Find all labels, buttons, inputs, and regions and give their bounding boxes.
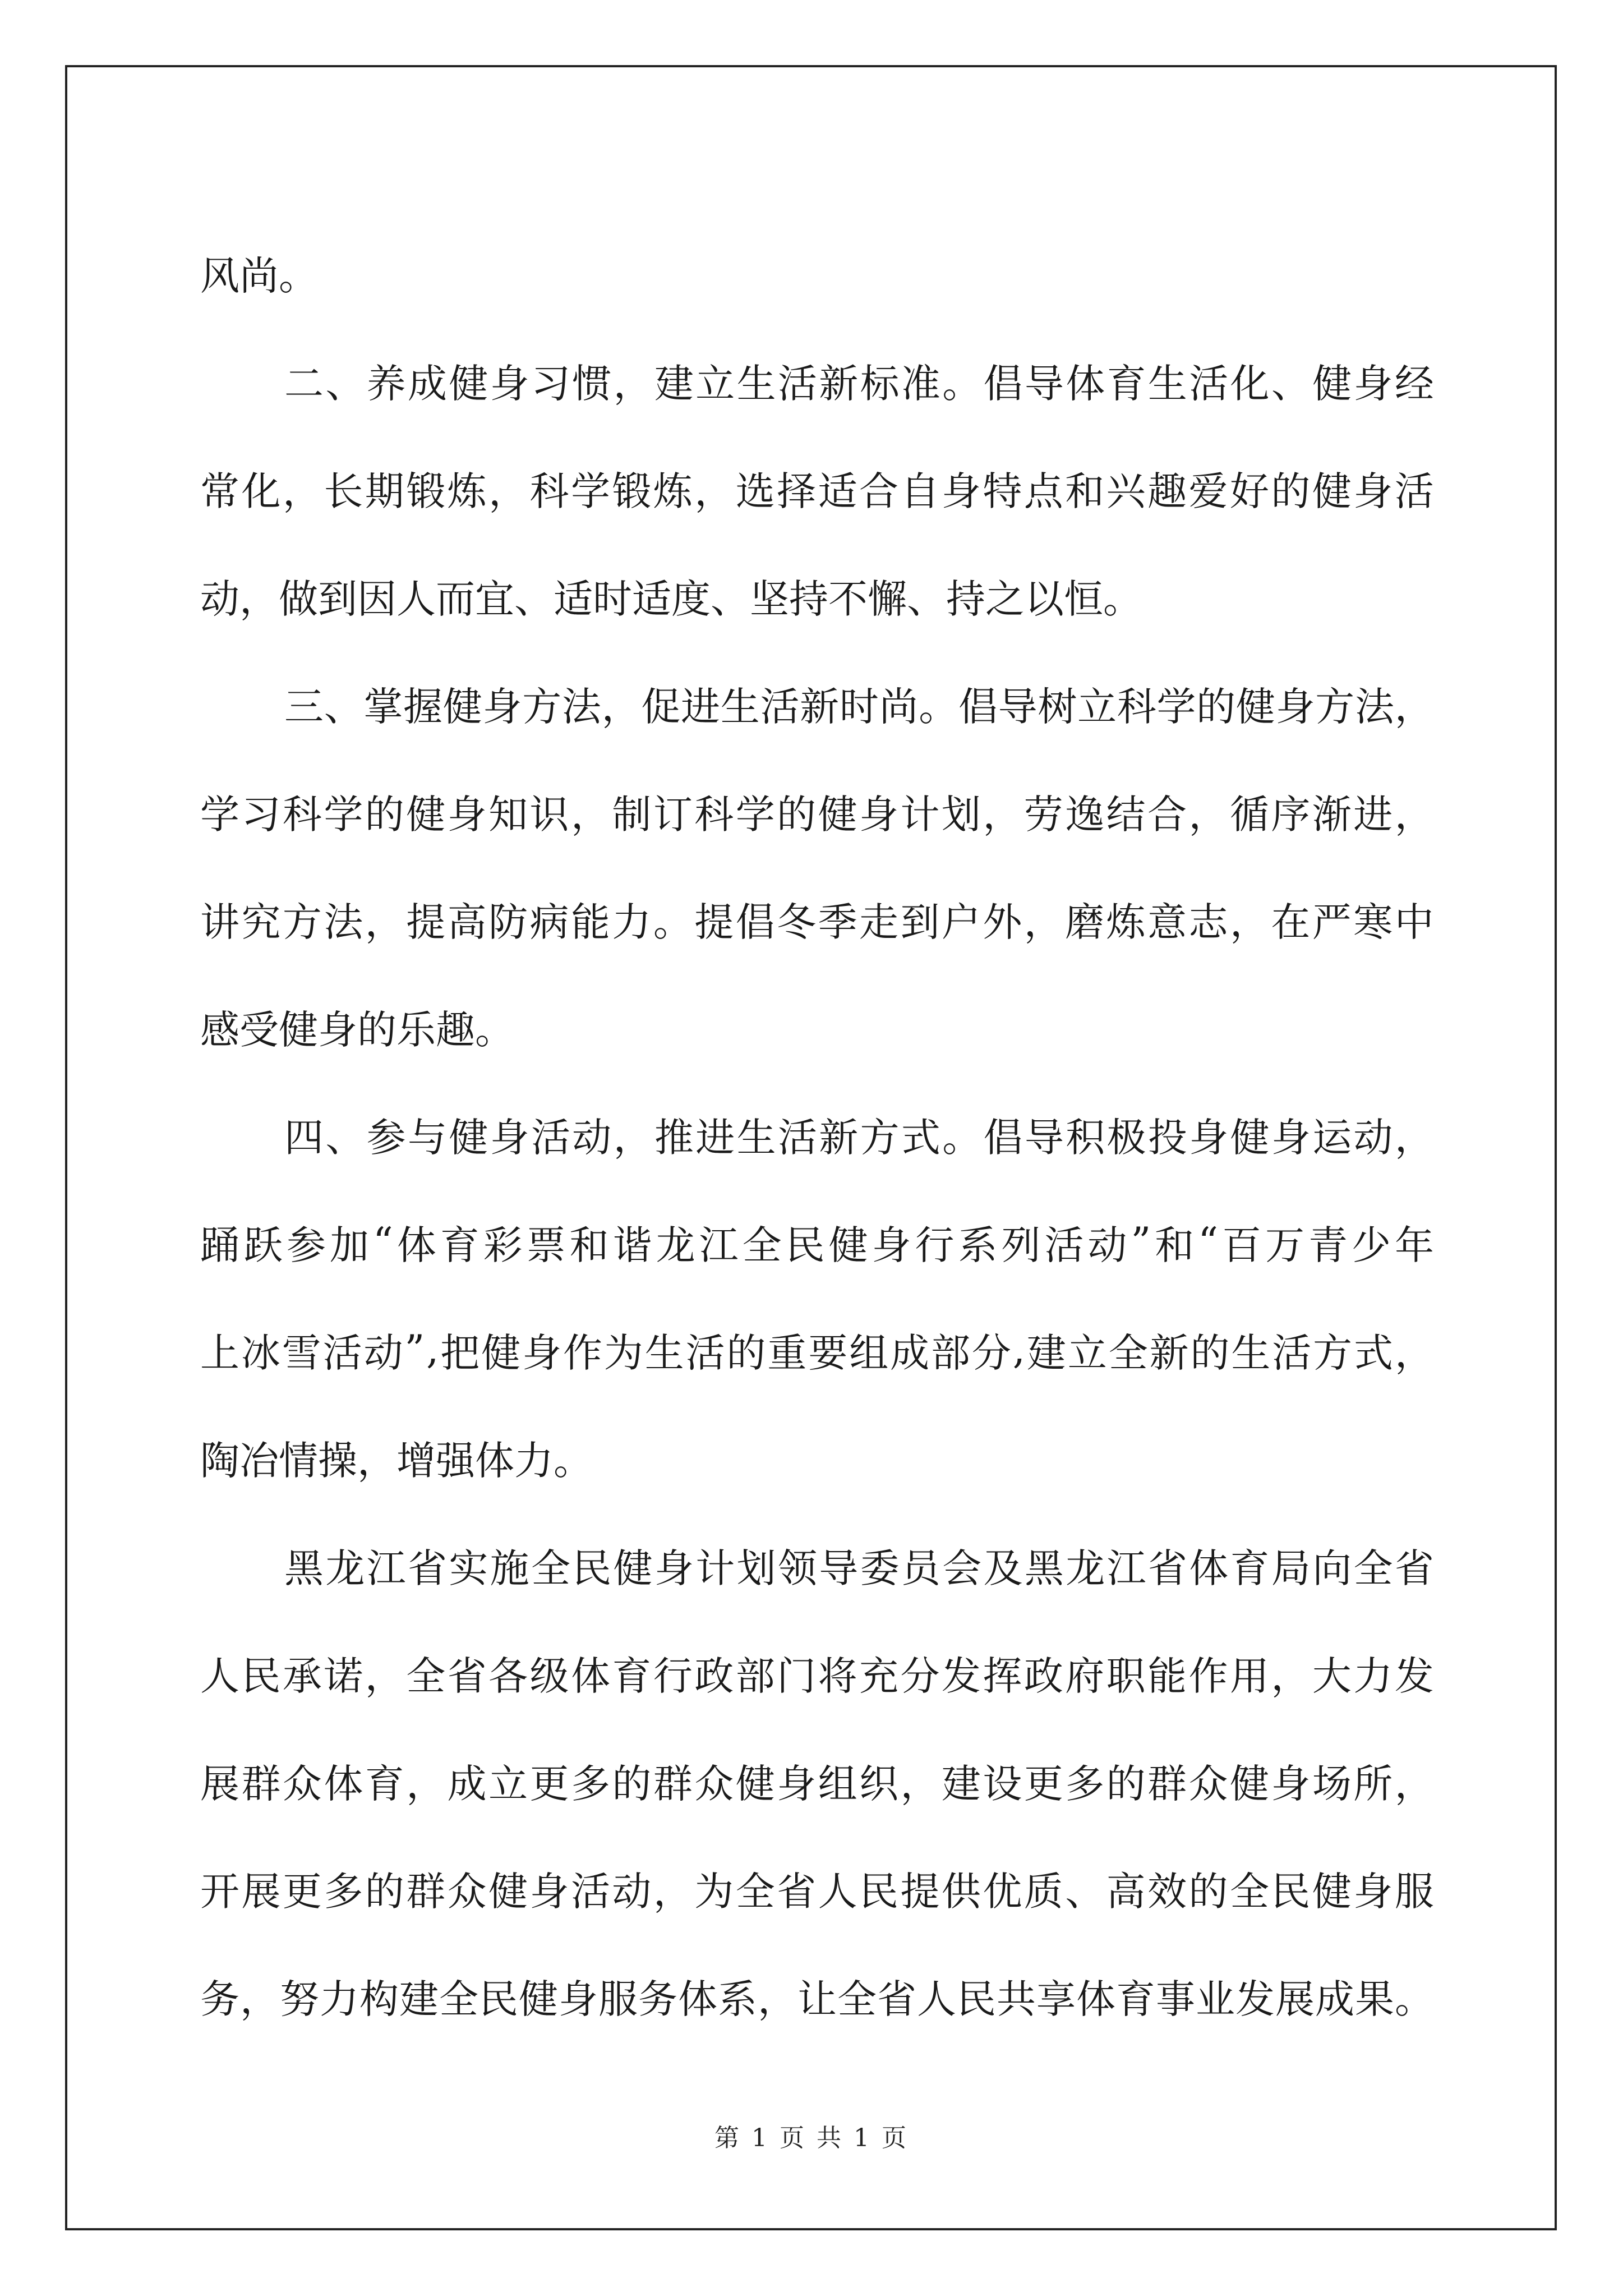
text-line: 黑 龙 江 省 实 施 全 民 健 身 计 划 领 导 委 员 会 及 黑 龙 江 省 体 育 局 向 全 省	[284, 1545, 1434, 1591]
text-line: 风尚。	[200, 252, 318, 299]
text-line: 讲 究 方 法 ， 提 高 防 病 能 力 。 提 倡 冬 季 走 到 户 外 ， 磨 炼 意 志 ， 在 严 寒 中	[200, 899, 1434, 945]
text-line: 常 化 ， 长 期 锻 炼 ， 科 学 锻 炼 ， 选 择 适 合 自 身 特 点 和 兴 趣 爱 好 的 健 身 活	[200, 468, 1434, 514]
text-line: 踊 跃 参 加 “ 体 育 彩 票 和 谐 龙 江 全 民 健 身 行 系 列 活 动 ” 和 “ 百 万 青 少 年	[200, 1219, 1434, 1268]
page-footer: 第 1 页 共 1 页	[714, 2124, 909, 2152]
text-line: 展 群 众 体 育 ， 成 立 更 多 的 群 众 健 身 组 织 ， 建 设 更 多 的 群 众 健 身 场 所 ，	[200, 1760, 1434, 1807]
text-line: 感受健身的乐趣。	[200, 1006, 514, 1053]
text-line: 上 冰 雪 活 动 ” , 把 健 身 作 为 生 活 的 重 要 组 成 部 分 , 建 立 全 新 的 生 活 方 式 ，	[200, 1327, 1434, 1376]
text-line: 人 民 承 诺 ， 全 省 各 级 体 育 行 政 部 门 将 充 分 发 挥 政 府 职 能 作 用 ， 大 力 发	[200, 1653, 1434, 1699]
text-line: 动，做到因人而宜、适时适度、坚持不懈、持之以恒。	[200, 576, 1142, 622]
document-body	[200, 219, 1434, 2050]
text-line: 学 习 科 学 的 健 身 知 识 ， 制 订 科 学 的 健 身 计 划 ， 劳 逸 结 合 ， 循 序 渐 进 ，	[200, 791, 1434, 838]
text-line: 三 、 掌 握 健 身 方 法 ， 促 进 生 活 新 时 尚 。 倡 导 树 立 科 学 的 健 身 方 法 ，	[284, 683, 1434, 730]
text-line: 二 、 养 成 健 身 习 惯 ， 建 立 生 活 新 标 准 。 倡 导 体 育 生 活 化 、 健 身 经	[284, 360, 1434, 407]
text-line: 务 ， 努 力 构 建 全 民 健 身 服 务 体 系 ， 让 全 省 人 民 共 享 体 育 事 业 发 展 成 果 。	[200, 1976, 1434, 2022]
text-line: 陶冶情操，增强体力。	[200, 1437, 593, 1484]
text-line: 开 展 更 多 的 群 众 健 身 活 动 ， 为 全 省 人 民 提 供 优 质 、 高 效 的 全 民 健 身 服	[200, 1868, 1434, 1915]
text-line: 四 、 参 与 健 身 活 动 ， 推 进 生 活 新 方 式 。 倡 导 积 极 投 身 健 身 运 动 ，	[284, 1114, 1434, 1161]
